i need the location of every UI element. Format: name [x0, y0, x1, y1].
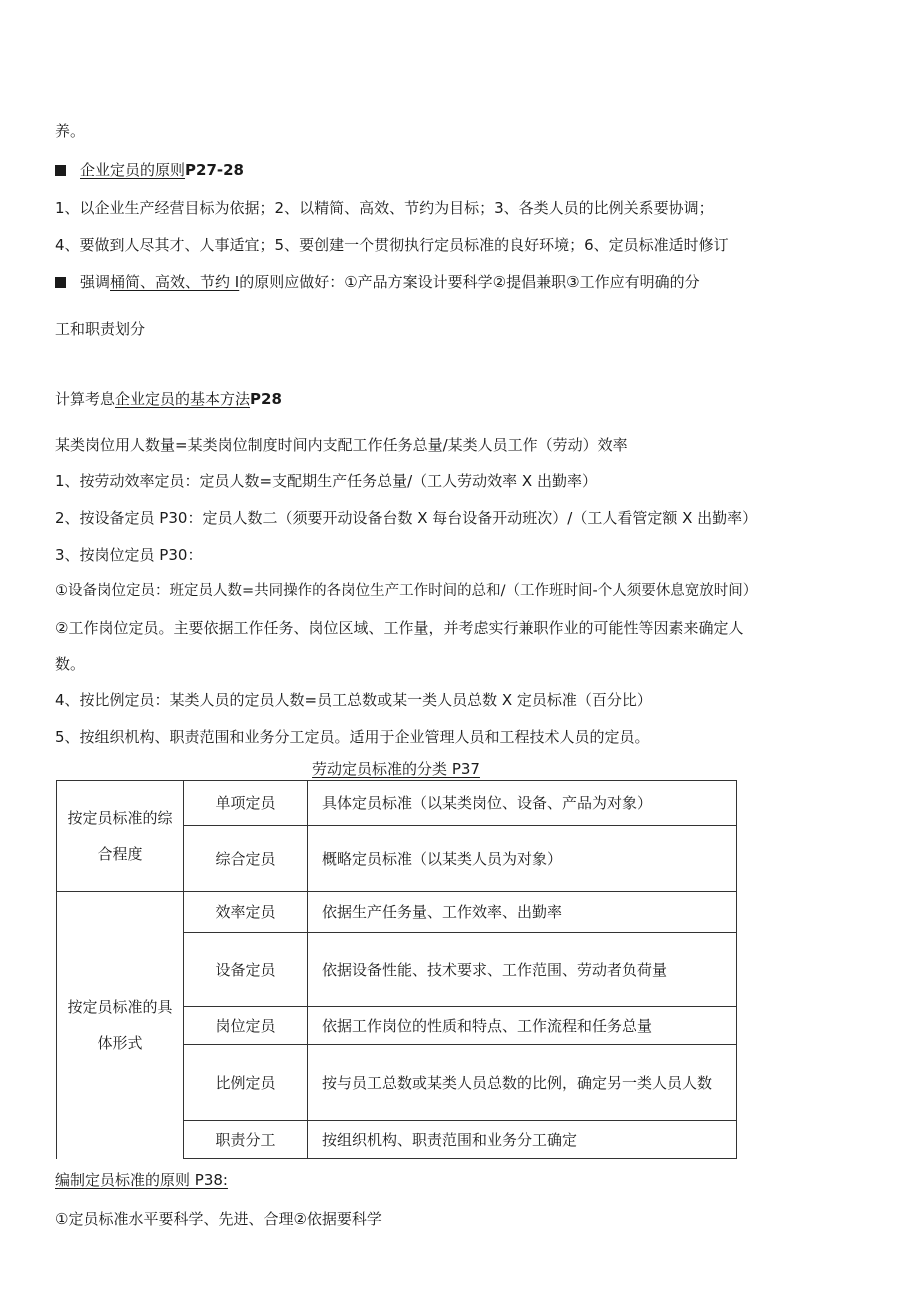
text-line: 2、按设备定员 P30：定员人数二（须要开动设备台数 X 每台设备开动班次）/（工人看管定额 X 出勤率）: [55, 509, 758, 527]
desc-cell: 概略定员标准（以某类人员为对象）: [308, 826, 737, 892]
type-cell: 设备定员: [184, 933, 308, 1007]
text-line: ②工作岗位定员。主要依据工作任务、岗位区域、工作量，并考虑实行兼职作业的可能性等因素来确定人: [55, 619, 744, 637]
type-cell: 职责分工: [184, 1121, 308, 1159]
table-row: [57, 781, 737, 826]
methods-heading: 计算考息企业定员的基本方法P28: [55, 390, 282, 408]
desc-cell: 依据设备性能、技术要求、工作范围、劳动者负荷量: [308, 933, 737, 1007]
text-line: 4、要做到人尽其才、人事适宜；5、要创建一个贯彻执行定员标准的良好环境；6、定员标准适时修订: [55, 236, 729, 254]
text-line: ①设备岗位定员：班定员人数=共同操作的各岗位生产工作时间的总和/（工作班时间-个人须要休息宽放时间）: [55, 583, 758, 599]
type-cell: 综合定员: [184, 826, 308, 892]
text-line: 某类岗位用人数量=某类岗位制度时间内支配工作任务总量/某类人员工作（劳动）效率: [55, 436, 628, 454]
text-line: 3、按岗位定员 P30：: [55, 546, 203, 564]
text-line: 5、按组织机构、职责范围和业务分工定员。适用于企业管理人员和工程技术人员的定员。: [55, 728, 650, 746]
black-square-icon: [55, 277, 66, 288]
emphasis-line: 强调桶简、高效、节约 I的原则应做好：①产品方案设计要科学②提倡兼职③工作应有明确的分: [55, 272, 700, 292]
text-line: 养。: [55, 122, 86, 140]
desc-cell: 按与员工总数或某类人员总数的比例，确定另一类人员人数: [308, 1045, 737, 1121]
desc-cell: 按组织机构、职责范围和业务分工确定: [308, 1121, 737, 1159]
type-cell: 单项定员: [184, 781, 308, 826]
type-cell: 效率定员: [184, 892, 308, 933]
text-line: 1、以企业生产经营目标为依据；2、以精简、高效、节约为目标；3、各类人员的比例关系要协调；: [55, 199, 714, 217]
text-line: 工和职责划分: [55, 320, 146, 338]
principles-heading: 企业定员的原则P27-28: [55, 160, 244, 180]
text-line: 1、按劳动效率定员：定员人数=支配期生产任务总量/（工人劳动效率 X 出勤率）: [55, 472, 597, 490]
text-line: 4、按比例定员：某类人员的定员人数=员工总数或某一类人员总数 X 定员标准（百分比）: [55, 691, 652, 709]
group-label: 按定员标准的综合程度: [57, 781, 184, 892]
table-caption: 劳动定员标准的分类 P37: [312, 760, 480, 778]
group-label: 按定员标准的具体形式: [57, 892, 184, 1159]
desc-cell: 依据工作岗位的性质和特点、工作流程和任务总量: [308, 1007, 737, 1045]
type-cell: 比例定员: [184, 1045, 308, 1121]
type-cell: 岗位定员: [184, 1007, 308, 1045]
text-line: 数。: [55, 655, 86, 673]
desc-cell: 具体定员标准（以某类岗位、设备、产品为对象）: [308, 781, 737, 826]
text-line: ①定员标准水平要科学、先进、合理②依据要科学: [55, 1210, 382, 1228]
desc-cell: 依据生产任务量、工作效率、出勤率: [308, 892, 737, 933]
black-square-icon: [55, 165, 66, 176]
staffing-standard-table: [56, 780, 737, 1159]
compile-principles-heading: 编制定员标准的原则 P38:: [55, 1171, 228, 1189]
table-row: [57, 892, 737, 933]
